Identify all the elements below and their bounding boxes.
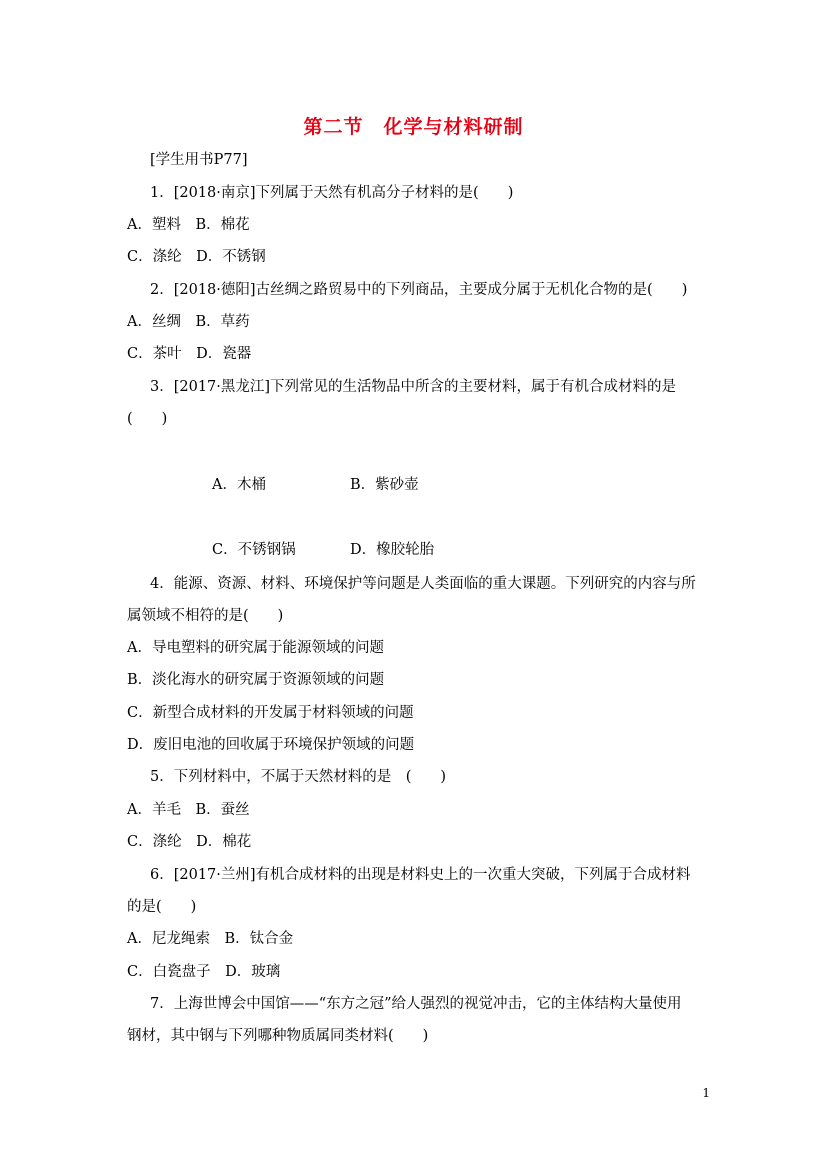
question-3-stem-line-2: ( ) bbox=[127, 411, 168, 427]
question-4-option-a: A．导电塑料的研究属于能源领域的问题 bbox=[127, 640, 384, 656]
question-3-option-c: C．不锈钢锅 bbox=[212, 542, 296, 558]
question-4-option-d: D．废旧电池的回收属于环境保护领域的问题 bbox=[127, 737, 415, 753]
question-5-options-ab: A．羊毛 B．蚕丝 bbox=[127, 802, 250, 818]
question-4-option-b: B．淡化海水的研究属于资源领域的问题 bbox=[127, 672, 385, 688]
question-5-options-cd: C．涤纶 D．棉花 bbox=[127, 834, 252, 850]
question-1-options-cd: C．涤纶 D．不锈钢 bbox=[127, 249, 266, 265]
question-6-options-cd: C．白瓷盘子 D．玻璃 bbox=[127, 964, 281, 980]
question-3-stem-line-1: 3．[2017·黑龙江]下列常见的生活物品中所含的主要材料，属于有机合成材料的是 bbox=[150, 379, 677, 395]
question-1-stem: 1．[2018·南京]下列属于天然有机高分子材料的是( ) bbox=[150, 185, 514, 201]
question-6-stem-line-1: 6．[2017·兰州]有机合成材料的出现是材料史上的一次重大突破，下列属于合成材料 bbox=[150, 867, 691, 883]
question-3-option-a: A．木桶 bbox=[212, 477, 266, 493]
question-3-option-d: D．橡胶轮胎 bbox=[350, 542, 435, 558]
question-4-option-c: C．新型合成材料的开发属于材料领域的问题 bbox=[127, 705, 414, 721]
section-title: 第二节 化学与材料研制 bbox=[303, 116, 524, 138]
question-5-stem: 5．下列材料中，不属于天然材料的是 ( ) bbox=[150, 769, 447, 785]
question-4-stem-line-2: 属领域不相符的是( ) bbox=[127, 608, 284, 624]
question-4-stem-line-1: 4．能源、资源、材料、环境保护等问题是人类面临的重大课题。下列研究的内容与所 bbox=[150, 576, 696, 592]
question-3-option-b: B．紫砂壶 bbox=[350, 477, 419, 493]
page-number: 1 bbox=[702, 1086, 710, 1100]
question-2-stem: 2．[2018·德阳]古丝绸之路贸易中的下列商品，主要成分属于无机化合物的是( ) bbox=[150, 282, 688, 298]
question-1-options-ab: A．塑料 B．棉花 bbox=[127, 217, 250, 233]
question-7-stem-line-1: 7．上海世博会中国馆——“东方之冠”给人强烈的视觉冲击，它的主体结构大量使用 bbox=[150, 996, 682, 1012]
question-6-stem-line-2: 的是( ) bbox=[127, 899, 197, 915]
question-7-stem-line-2: 钢材，其中钢与下列哪种物质属同类材料( ) bbox=[127, 1028, 429, 1044]
book-reference: [学生用书P77] bbox=[150, 152, 248, 168]
question-6-options-ab: A．尼龙绳索 B．钛合金 bbox=[127, 931, 294, 947]
question-2-options-ab: A．丝绸 B．草药 bbox=[127, 314, 250, 330]
question-2-options-cd: C．茶叶 D．瓷器 bbox=[127, 346, 252, 362]
